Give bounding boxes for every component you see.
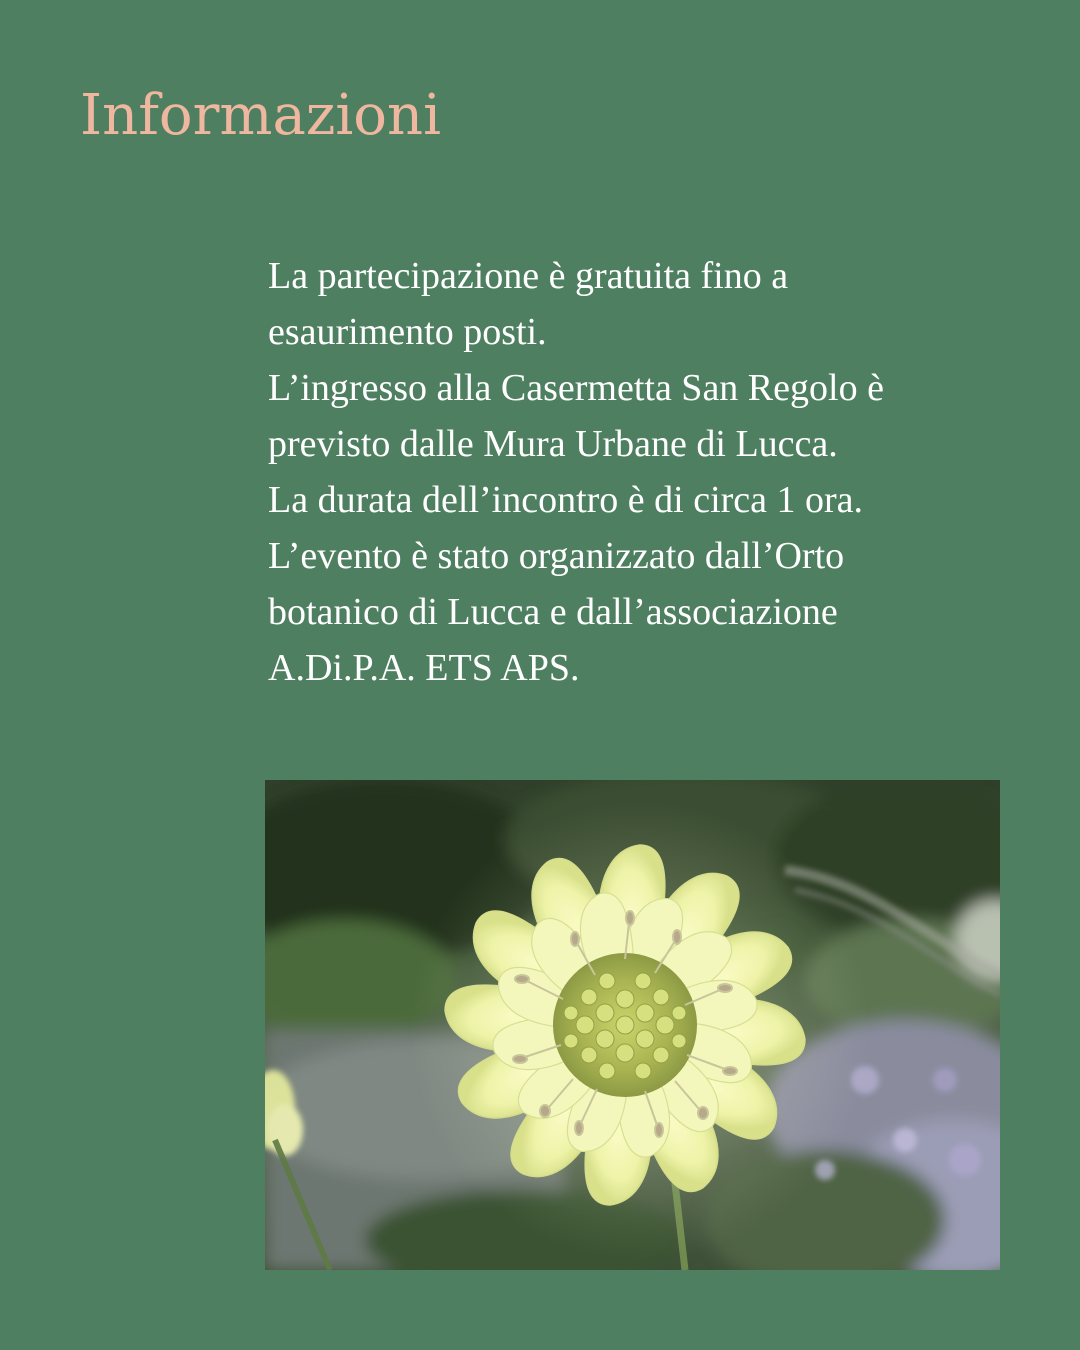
paragraph-line: previsto dalle Mura Urbane di Lucca. (268, 423, 838, 465)
paragraph-line: esaurimento posti. (268, 311, 547, 353)
info-paragraph (268, 248, 1028, 696)
paragraph-line: A.Di.P.A. ETS APS. (268, 647, 580, 689)
paragraph-line: L’ingresso alla Casermetta San Regolo è (268, 367, 884, 409)
paragraph-line: L’evento è stato organizzato dall’Orto (268, 535, 845, 577)
paragraph-line: La partecipazione è gratuita fino a (268, 255, 789, 297)
flower-photo-illustration (265, 780, 1000, 1270)
page-title: Informazioni (80, 83, 441, 148)
paragraph-line: La durata dell’incontro è di circa 1 ora. (268, 479, 864, 521)
flower-photo (265, 780, 1000, 1270)
paragraph-line: botanico di Lucca e dall’associazione (268, 591, 838, 633)
